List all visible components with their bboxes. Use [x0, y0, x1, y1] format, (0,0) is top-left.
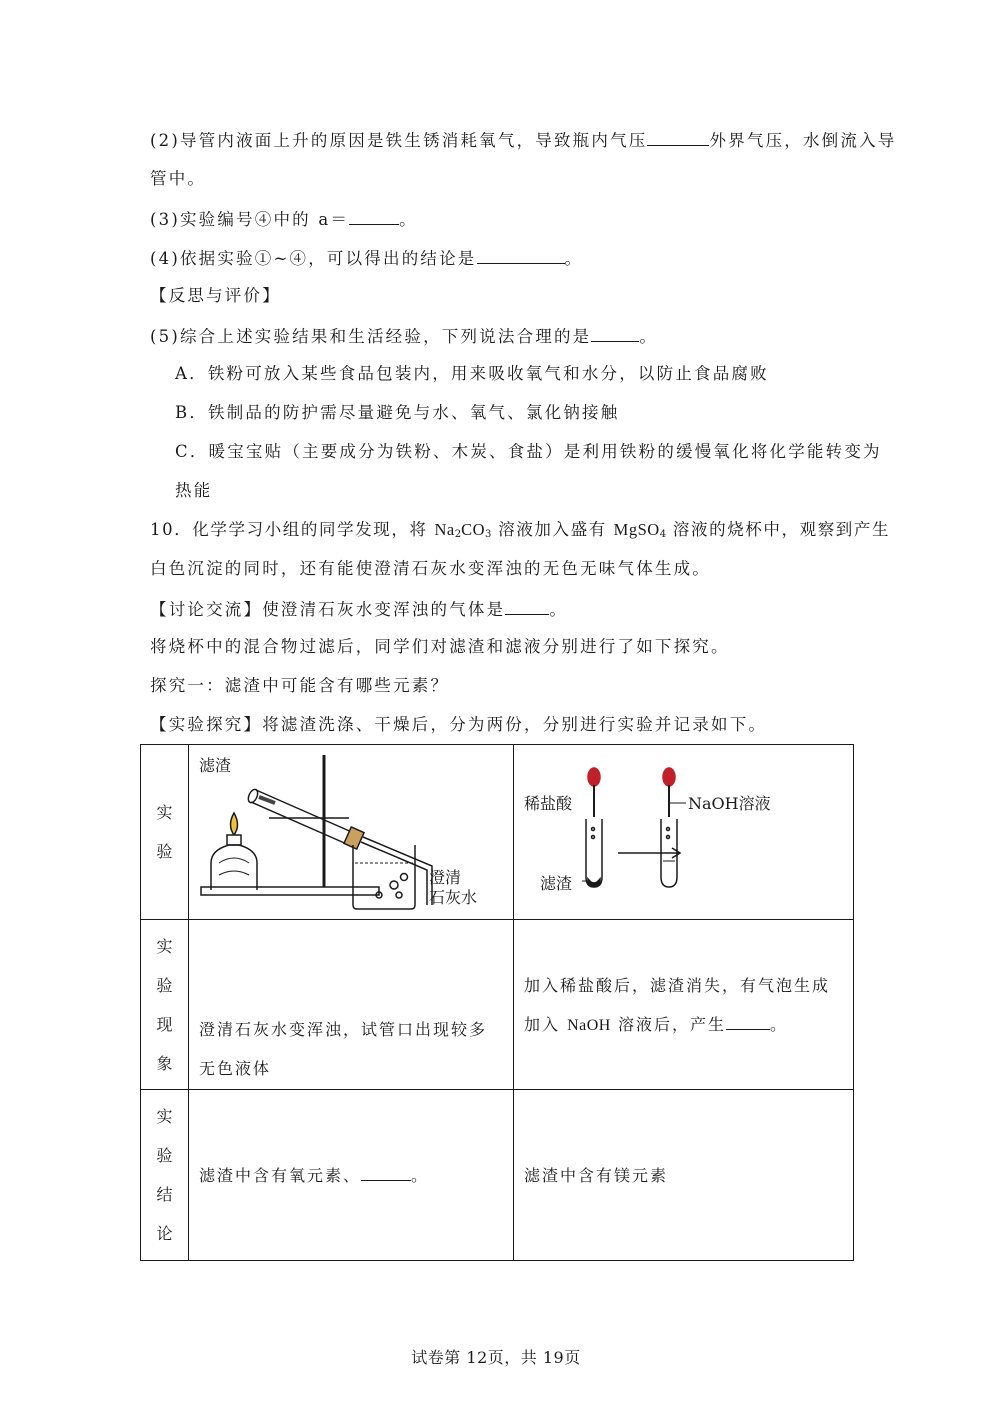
label-residue-right: 滤渣	[540, 874, 573, 893]
page-footer: 试卷第 12页，共 19页	[411, 1348, 581, 1367]
answer-blank[interactable]	[591, 324, 639, 342]
dropper-diagram	[514, 745, 854, 915]
label-naoh-solution: NaOH溶液	[688, 794, 771, 813]
conclusion-right: 滤渣中含有镁元素	[514, 1090, 854, 1261]
alcohol-lamp	[211, 845, 257, 890]
bubble	[401, 874, 408, 881]
drop	[592, 836, 595, 839]
conclusion-left: 滤渣中含有氧元素、 。	[189, 1090, 514, 1261]
residue-left-tube	[588, 879, 600, 886]
heating-apparatus-diagram	[189, 745, 514, 915]
drop	[667, 836, 670, 839]
q10-intro-line1: 10．化学学习小组的同学发现，将 $Na_2CO_3$ 溶液加入盛有 MgSO$_4$ 溶液的烧杯中，观察到产生	[150, 520, 891, 540]
answer-blank[interactable]	[647, 128, 709, 146]
q10-discussion: 【讨论交流】使澄清石灰水变浑浊的气体是 。	[150, 597, 568, 621]
q10-intro-line2: 白色沉淀的同时，还有能使澄清石灰水变浑浊的无色无味气体生成。	[150, 559, 711, 578]
answer-blank[interactable]	[477, 246, 565, 264]
test-tube-bottom	[246, 788, 259, 804]
option-c-line2: 热能	[175, 481, 213, 500]
table-row-experiment	[141, 745, 854, 920]
heating-apparatus-figure	[189, 745, 514, 920]
q9-part2-line1: (2)导管内液面上升的原因是铁生锈消耗氧气，导致瓶内气压 外界气压，水倒流入导	[150, 128, 896, 152]
lamp-liquid	[219, 858, 249, 875]
row-head-conclusion: 实 验 结 论	[141, 1090, 189, 1261]
flame	[231, 813, 238, 835]
observation-left: 澄清石灰水变浑浊，试管口出现较多无色液体	[189, 920, 514, 1090]
q10-experiment-text: 【实验探究】将滤渣洗涤、干燥后，分为两份，分别进行实验并记录如下。	[150, 715, 768, 734]
bubble	[390, 881, 398, 889]
bubble	[396, 892, 402, 898]
experiment-table	[140, 744, 854, 1261]
observation-right: 加入稀盐酸后，滤渣消失，有气泡生成加入 NaOH 溶液后，产生 。	[514, 920, 854, 1090]
label-dilute-hcl: 稀盐酸	[524, 794, 573, 813]
option-c-line1: C．暖宝宝贴（主要成分为铁粉、木炭、食盐）是利用铁粉的缓慢氧化将化学能转变为	[175, 442, 882, 461]
option-b: B．铁制品的防护需尽量避免与水、氧气、氯化钠接触	[175, 403, 620, 422]
q9-part4: (4)依据实验①~④，可以得出的结论是 。	[150, 246, 583, 270]
q9-part5: (5)综合上述实验结果和生活经验，下列说法合理的是 。	[150, 324, 658, 348]
drop	[667, 828, 670, 831]
row-head-experiment: 实 验	[141, 745, 189, 920]
table-row-observation	[141, 920, 854, 1090]
label-limewater-2: 石灰水	[429, 888, 478, 907]
answer-blank[interactable]	[726, 1012, 770, 1030]
q9-part3: (3)实验编号④中的 a＝ 。	[150, 207, 418, 231]
lamp-neck	[227, 835, 241, 845]
dropper-figure	[514, 745, 854, 920]
q10-explore-one: 探究一：滤渣中可能含有哪些元素？	[150, 676, 450, 695]
dropper-bulb-left	[588, 768, 600, 786]
reflect-heading: 【反思与评价】	[150, 286, 281, 305]
label-limewater-1: 澄清	[429, 868, 462, 887]
drop	[592, 828, 595, 831]
table-row-conclusion	[141, 1090, 854, 1261]
row-head-observation: 实 验 现 象	[141, 920, 189, 1090]
option-a: A．铁粉可放入某些食品包装内，用来吸收氧气和水分，以防止食品腐败	[175, 364, 769, 383]
answer-blank[interactable]	[505, 597, 549, 615]
dropper-bulb-right	[663, 768, 675, 786]
answer-blank[interactable]	[361, 1163, 411, 1181]
q9-part2-line2: 管中。	[150, 169, 207, 188]
q10-filter-text: 将烧杯中的混合物过滤后，同学们对滤渣和滤液分别进行了如下探究。	[150, 637, 730, 656]
answer-blank[interactable]	[349, 207, 399, 225]
label-residue: 滤渣	[199, 756, 232, 775]
